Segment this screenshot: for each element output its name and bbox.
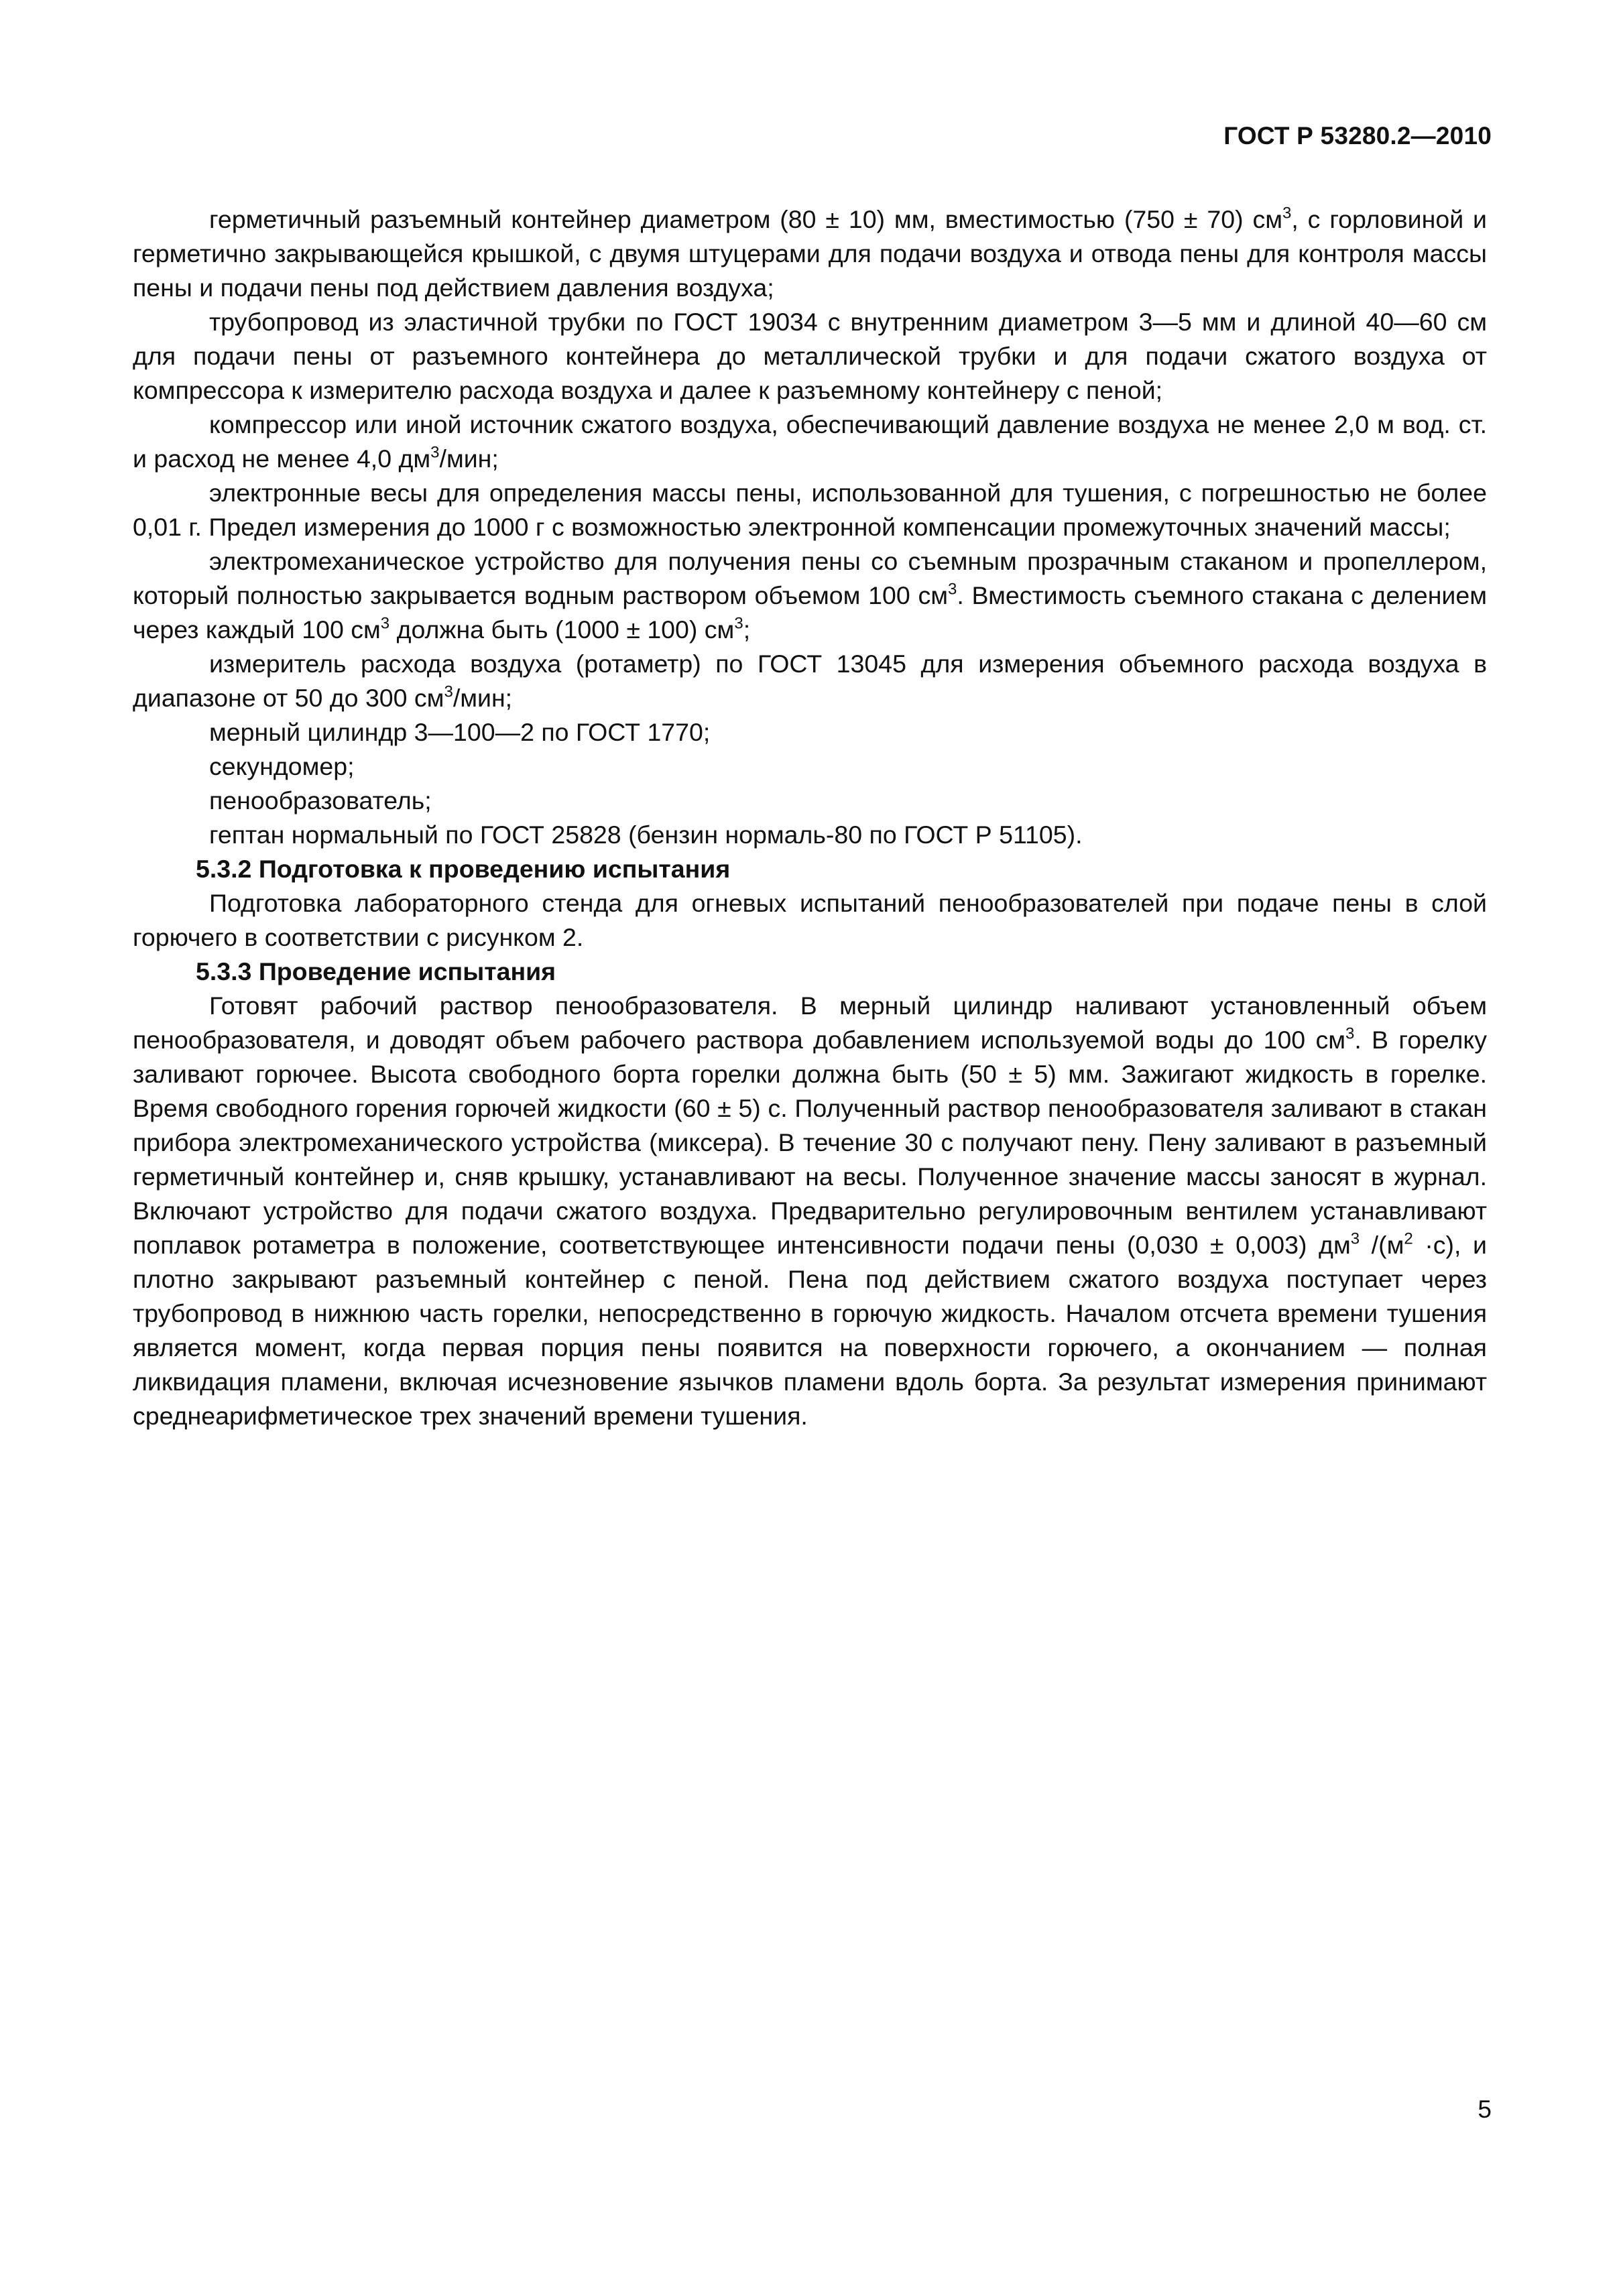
paragraph-text: Готовят рабочий раствор пенообразователя. В мерный цилиндр наливают установленный объем пенообразователя, и доводят объем рабочего раствора добавлением используемой воды до 100 см [133, 991, 1487, 1054]
section-533-body [133, 989, 1487, 1433]
paragraph-text: герметичный разъемный контейнер диаметром (80 ± 10) мм, вместимостью (750 ± 70) см [209, 205, 1282, 233]
paragraph-text: , с горловиной и герметично закрывающейся крышкой, с двумя штуцерами для подачи воздуха и отвода пены для контроля массы пены и подачи пены под действием давления воздуха; [133, 205, 1487, 302]
paragraph-container [133, 202, 1487, 305]
paragraph-text: . В горелку заливают горючее. Высота свободного борта горелки должна быть (50 ± 5) мм. Зажигают жидкость в горелке. Время свободного горения горючей жидкости (60 ± 5) с. Полученный раствор пенообразователя заливают в стакан прибора электромеханического устройства (миксера). В течение 30 с получают пену. Пену заливают в разъемный герметичный контейнер и, сняв крышку, устанавливают на весы. Полученное значение массы заносят в журнал. Включают устройство для подачи сжатого воздуха. Предварительно регулировочным вентилем устанавливают поплавок ротаметра в положение, соответствующее интенсивности подачи пены (0,030 ± 0,003) дм [133, 1026, 1487, 1259]
paragraph-text: . Вместимость съемного стакана с делением через каждый 100 см [133, 581, 1487, 644]
section-532-body: Подготовка лабораторного стенда для огневых испытаний пенообразователей при подаче пены в слой горючего в соответствии с рисунком 2. [133, 889, 1487, 951]
superscript: 3 [1350, 1229, 1360, 1248]
paragraph-foaming-agent: пенообразователь; [209, 786, 432, 814]
paragraph-heptane: гептан нормальный по ГОСТ 25828 (бензин нормаль-80 по ГОСТ Р 51105). [209, 821, 1083, 849]
paragraph-text: /мин; [439, 444, 499, 473]
paragraph-cylinder: мерный цилиндр 3—100—2 по ГОСТ 1770; [209, 718, 711, 746]
paragraph-text: должна быть (1000 ± 100) см [389, 615, 735, 644]
document-header: ГОСТ Р 53280.2—2010 [1223, 122, 1492, 149]
paragraph-stopwatch: секундомер; [209, 752, 355, 780]
section-533-title: 5.3.3 Проведение испытания [196, 957, 556, 985]
paragraph-scales: электронные весы для определения массы пены, использованной для тушения, с погрешностью не более 0,01 г. Предел измерения до 1000 г с возможностью электронной компенсации промежуточных значений массы; [133, 479, 1487, 541]
paragraph-mixer [133, 544, 1487, 647]
superscript: 3 [1345, 1024, 1355, 1043]
paragraph-compressor [133, 408, 1487, 476]
superscript: 3 [380, 614, 390, 633]
paragraph-text: /(м [1360, 1231, 1404, 1259]
superscript: 3 [1282, 204, 1292, 223]
paragraph-text: /мин; [453, 684, 513, 712]
superscript: 3 [947, 580, 957, 599]
paragraph-text: электромеханическое устройство для получения пены со съемным прозрачным стаканом и пропеллером, который полностью закрывается водным раствором объемом 100 см [133, 547, 1487, 609]
superscript: 3 [444, 682, 453, 701]
document-body [133, 202, 1487, 1433]
paragraph-text: измеритель расхода воздуха (ротаметр) по ГОСТ 13045 для измерения объемного расхода воздуха в диапазоне от 50 до 300 см [133, 650, 1487, 712]
paragraph-rotameter [133, 647, 1487, 715]
paragraph-text: ·с), и плотно закрывают разъемный контейнер с пеной. Пена под действием сжатого воздуха поступает через трубопровод в нижнюю часть горелки, непосредственно в горючую жидкость. Началом отсчета времени тушения является момент, когда первая порция пены появится на поверхности горючего, а окончанием — полная ликвидация пламени, включая исчезновение язычков пламени вдоль борта. За результат измерения принимают среднеарифметическое трех значений времени тушения. [133, 1231, 1488, 1430]
superscript: 3 [734, 614, 743, 633]
superscript: 2 [1404, 1229, 1413, 1248]
paragraph-pipeline: трубопровод из эластичной трубки по ГОСТ 19034 с внутренним диаметром 3—5 мм и длиной 40—60 см для подачи пены от разъемного контейнера до металлической трубки и для подачи сжатого воздуха от компрессора к измерителю расхода воздуха и далее к разъемному контейнеру с пеной; [133, 308, 1487, 404]
paragraph-text: компрессор или иной источник сжатого воздуха, обеспечивающий давление воздуха не менее 2,0 м вод. ст. и расход не менее 4,0 дм [133, 410, 1487, 473]
section-532-title: 5.3.2 Подготовка к проведению испытания [196, 855, 731, 883]
page-number: 5 [1478, 2096, 1492, 2123]
superscript: 3 [430, 443, 440, 462]
paragraph-text: ; [743, 615, 751, 644]
